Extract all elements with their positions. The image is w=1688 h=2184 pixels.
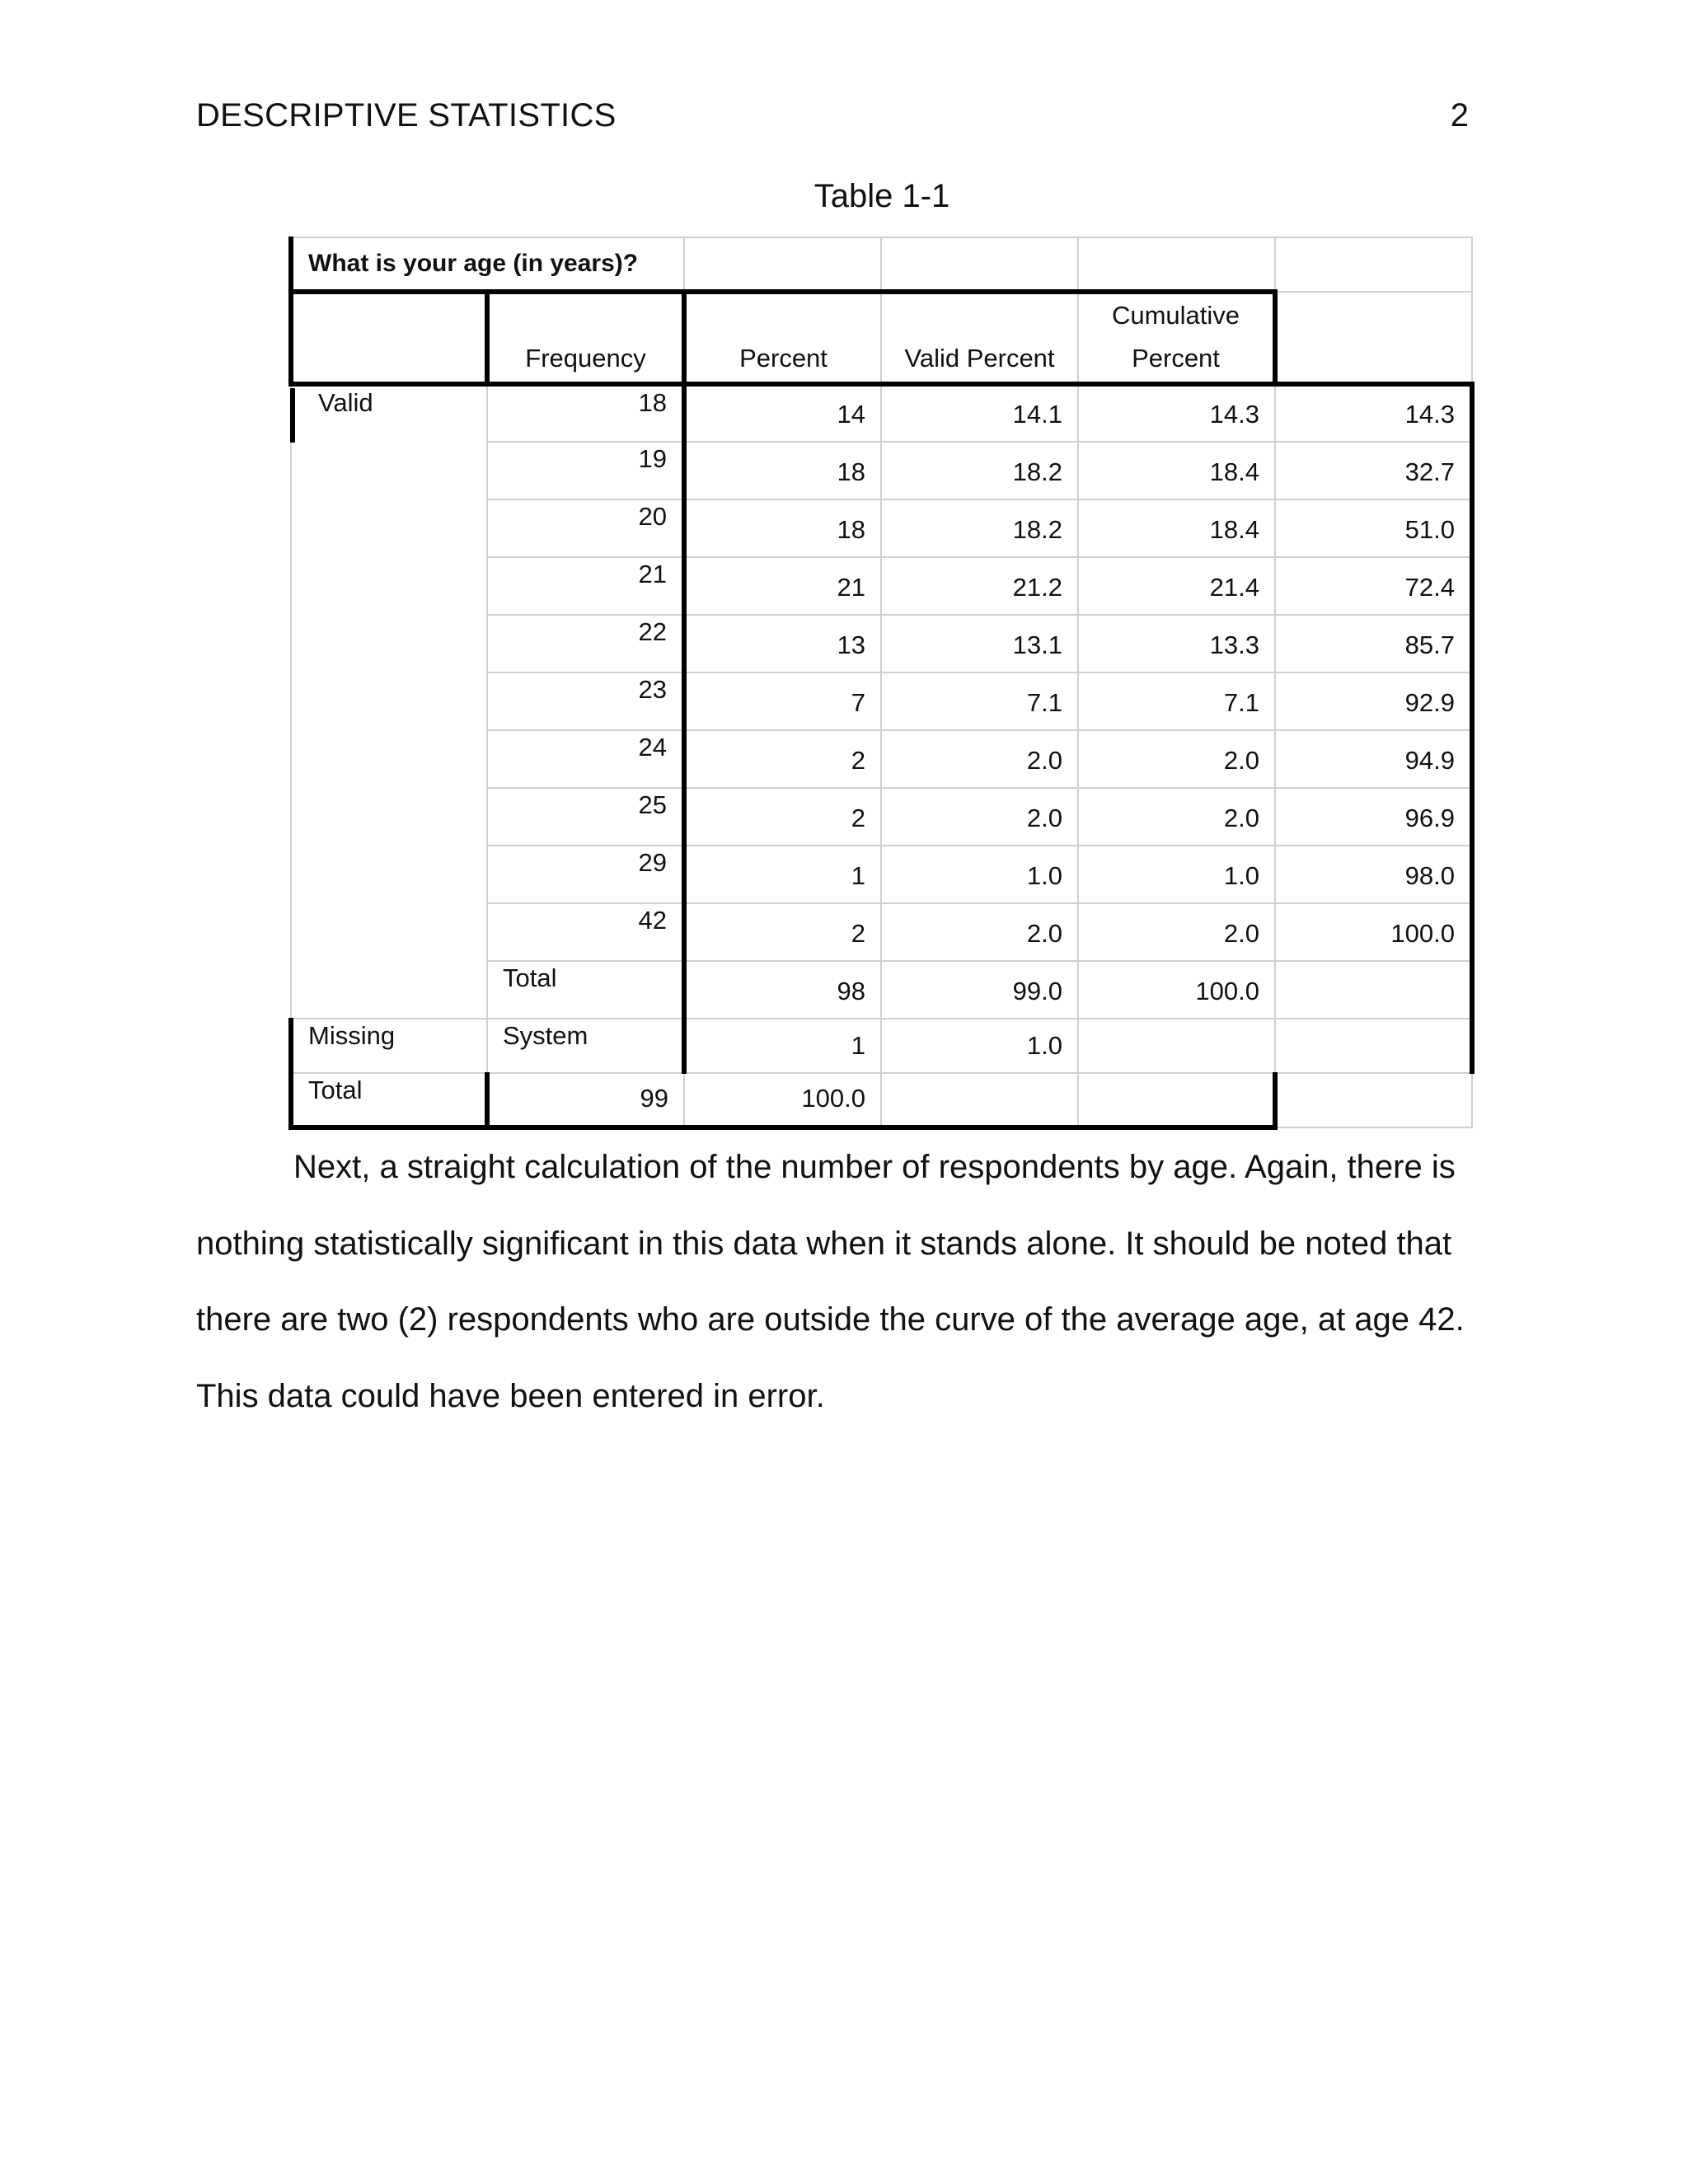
missing-frequency: 1 xyxy=(684,1019,881,1073)
valid-total-percent: 99.0 xyxy=(881,961,1078,1019)
percent-cell: 13.1 xyxy=(881,615,1078,673)
empty-cell xyxy=(1275,292,1472,384)
header-valid-percent: Valid Percent xyxy=(881,292,1078,384)
valid-percent-cell: 21.4 xyxy=(1078,557,1275,615)
cumulative-percent-cell: 96.9 xyxy=(1275,788,1472,846)
frequency-cell: 2 xyxy=(684,788,881,846)
valid-percent-cell: 18.4 xyxy=(1078,442,1275,499)
header-cumulative-percent xyxy=(1078,292,1275,384)
valid-label-cell xyxy=(291,384,487,1019)
valid-percent-cell: 7.1 xyxy=(1078,673,1275,730)
valid-percent-cell: 1.0 xyxy=(1078,846,1275,903)
age-cell: 21 xyxy=(487,557,684,615)
valid-percent-cell: 13.3 xyxy=(1078,615,1275,673)
header-cumulative-line2: Percent xyxy=(1132,344,1220,373)
frequency-cell: 7 xyxy=(684,673,881,730)
empty-cell xyxy=(684,237,881,292)
cumulative-percent-cell: 92.9 xyxy=(1275,673,1472,730)
grand-total-row xyxy=(291,1073,1472,1127)
missing-label: Missing xyxy=(291,1019,487,1073)
age-cell: 19 xyxy=(487,442,684,499)
frequency-cell: 13 xyxy=(684,615,881,673)
empty-cell xyxy=(881,1073,1078,1127)
empty-cell xyxy=(1275,237,1472,292)
table-row xyxy=(291,384,1472,442)
frequency-cell: 18 xyxy=(684,499,881,557)
percent-cell: 1.0 xyxy=(881,846,1078,903)
cumulative-percent-cell: 14.3 xyxy=(1275,384,1472,442)
percent-cell: 14.1 xyxy=(881,384,1078,442)
header-corner-cell xyxy=(291,292,487,384)
valid-percent-cell: 2.0 xyxy=(1078,788,1275,846)
age-cell: 25 xyxy=(487,788,684,846)
age-cell: 29 xyxy=(487,846,684,903)
valid-percent-cell: 18.4 xyxy=(1078,499,1275,557)
header-cumulative-line1: Cumulative xyxy=(1111,301,1240,330)
valid-label: Valid xyxy=(290,388,373,443)
missing-row xyxy=(291,1019,1472,1073)
empty-cell xyxy=(1275,1073,1472,1127)
header-frequency: Frequency xyxy=(487,292,684,384)
cumulative-percent-cell: 98.0 xyxy=(1275,846,1472,903)
cumulative-percent-cell: 94.9 xyxy=(1275,730,1472,788)
valid-total-frequency: 98 xyxy=(684,961,881,1019)
table-caption: Table 1-1 xyxy=(814,178,950,214)
age-cell: 24 xyxy=(487,730,684,788)
cumulative-percent-cell: 100.0 xyxy=(1275,903,1472,961)
frequency-cell: 18 xyxy=(684,442,881,499)
system-label: System xyxy=(487,1019,684,1073)
frequency-cell: 2 xyxy=(684,903,881,961)
running-head: DESCRIPTIVE STATISTICS xyxy=(196,97,617,134)
age-frequency-table xyxy=(288,237,1475,1130)
empty-cell xyxy=(881,237,1078,292)
missing-percent: 1.0 xyxy=(881,1019,1078,1073)
frequency-cell: 1 xyxy=(684,846,881,903)
frequency-cell: 14 xyxy=(684,384,881,442)
empty-cell xyxy=(1275,961,1472,1019)
age-cell: 42 xyxy=(487,903,684,961)
frequency-cell: 2 xyxy=(684,730,881,788)
frequency-cell: 21 xyxy=(684,557,881,615)
empty-cell xyxy=(1078,1073,1275,1127)
page-number: 2 xyxy=(1450,97,1469,134)
valid-percent-cell: 2.0 xyxy=(1078,903,1275,961)
percent-cell: 2.0 xyxy=(881,903,1078,961)
percent-cell: 2.0 xyxy=(881,730,1078,788)
grand-total-label: Total xyxy=(291,1073,487,1127)
header-percent: Percent xyxy=(684,292,881,384)
empty-cell xyxy=(1078,1019,1275,1073)
body-paragraph: Next, a straight calculation of the number of respondents by age. Again, there is nothing statistically significant in this data when it stands alone. It should be noted that there are two (2) respondents who are outside the curve of the average age, at age 42. This data could have been entered in error. xyxy=(196,1149,1465,1414)
age-cell: 23 xyxy=(487,673,684,730)
age-cell: 20 xyxy=(487,499,684,557)
valid-total-valid-percent: 100.0 xyxy=(1078,961,1275,1019)
empty-cell xyxy=(1078,237,1275,292)
table-header-row xyxy=(291,292,1472,384)
table-title-row xyxy=(291,237,1472,292)
percent-cell: 7.1 xyxy=(881,673,1078,730)
percent-cell: 21.2 xyxy=(881,557,1078,615)
cumulative-percent-cell: 51.0 xyxy=(1275,499,1472,557)
cumulative-percent-cell: 72.4 xyxy=(1275,557,1472,615)
age-cell: 18 xyxy=(487,384,684,442)
valid-percent-cell: 2.0 xyxy=(1078,730,1275,788)
empty-cell xyxy=(1275,1019,1472,1073)
valid-percent-cell: 14.3 xyxy=(1078,384,1275,442)
percent-cell: 18.2 xyxy=(881,499,1078,557)
percent-cell: 18.2 xyxy=(881,442,1078,499)
percent-cell: 2.0 xyxy=(881,788,1078,846)
valid-total-label: Total xyxy=(487,961,684,1019)
grand-total-frequency: 99 xyxy=(487,1073,684,1127)
table-title: What is your age (in years)? xyxy=(291,237,684,292)
cumulative-percent-cell: 85.7 xyxy=(1275,615,1472,673)
cumulative-percent-cell: 32.7 xyxy=(1275,442,1472,499)
age-cell: 22 xyxy=(487,615,684,673)
grand-total-percent: 100.0 xyxy=(684,1073,881,1127)
